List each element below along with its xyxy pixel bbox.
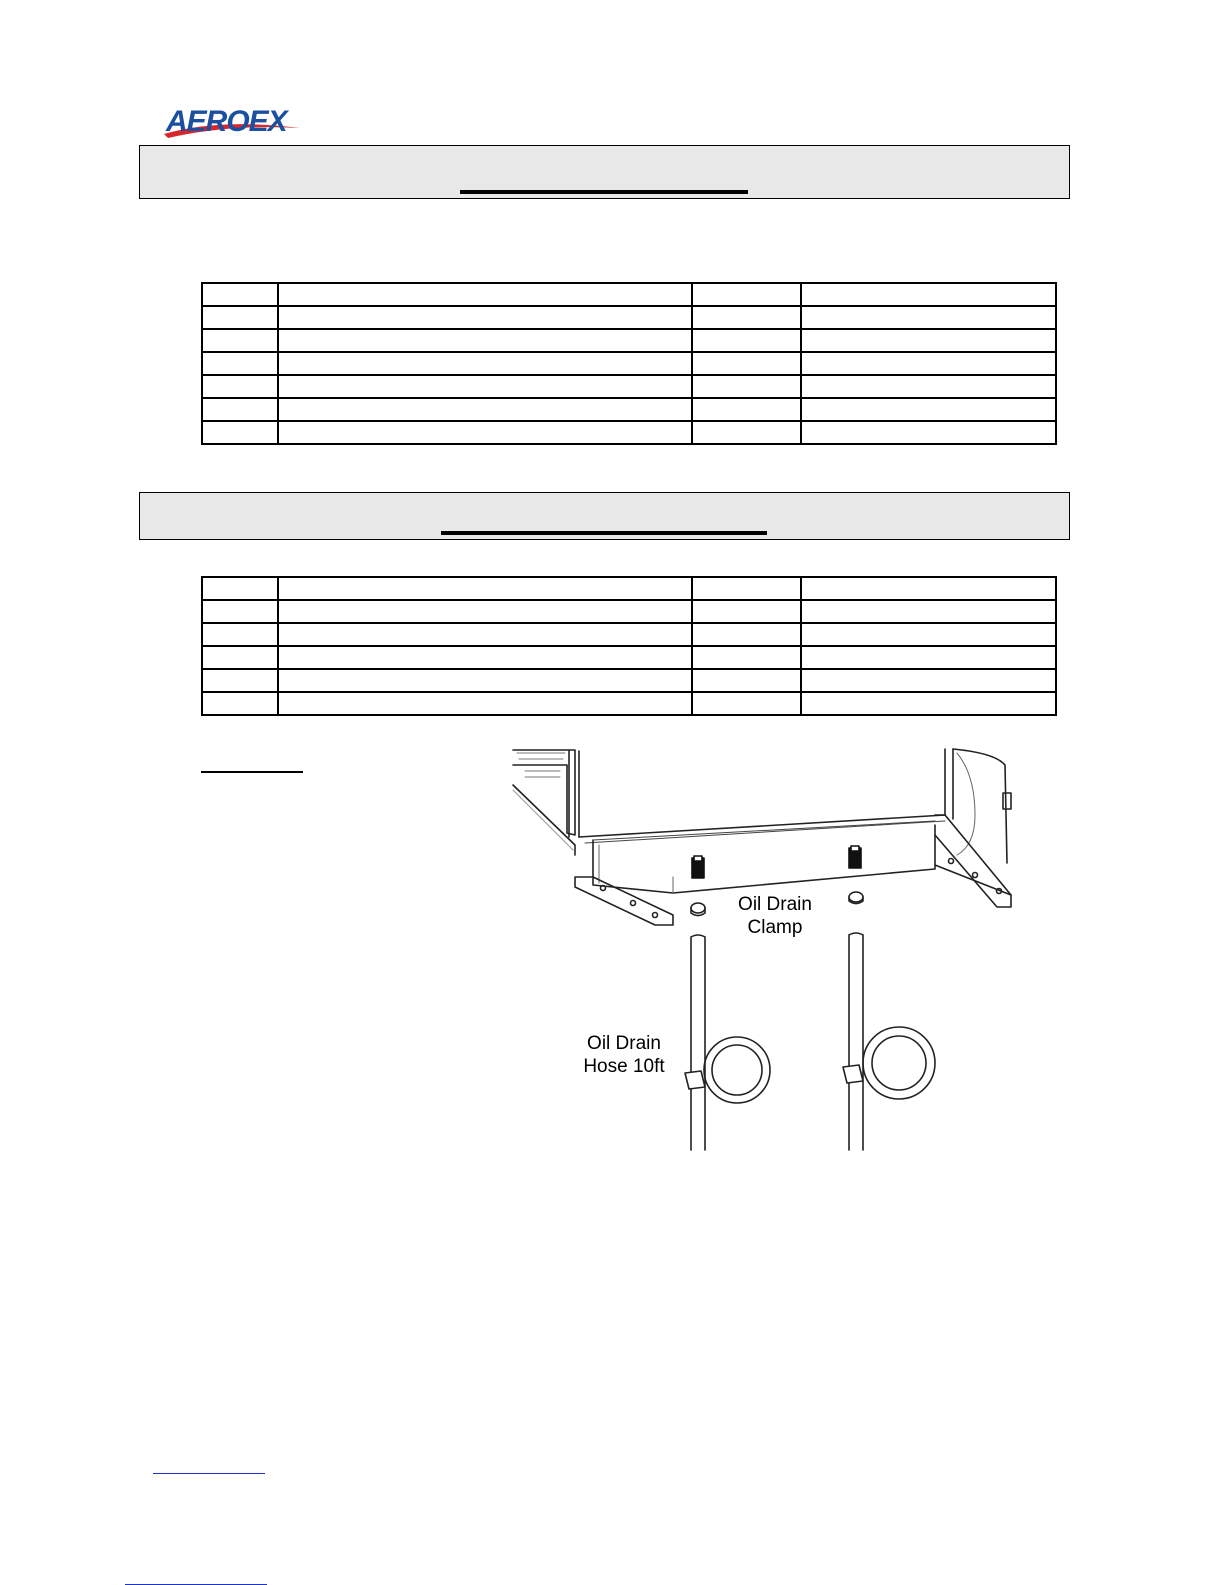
logo-text: AEROEX [166,105,287,138]
table-row [202,352,1056,375]
table-row [202,692,1056,715]
table-row [202,646,1056,669]
callout-line: Oil Drain [587,1033,661,1054]
callout-line: Oil Drain [738,894,812,915]
table-row [202,421,1056,444]
table-row [202,623,1056,646]
footer-link-1[interactable] [153,1473,265,1474]
instructions-subheading-underline [201,771,303,773]
table-row [202,669,1056,692]
section2-parts-table [201,576,1057,716]
section2-title-underline [441,531,767,535]
oil-drain-diagram [505,745,1055,1155]
table-row [202,329,1056,352]
section1-parts-table [201,282,1057,445]
oil-drain-hose-label [572,1032,676,1078]
callout-line: Hose 10ft [583,1056,665,1077]
table-row [202,283,1056,306]
section1-title-underline [460,190,748,194]
aeroex-logo [160,98,305,146]
table-row [202,398,1056,421]
oil-drain-clamp-label [725,893,825,939]
table-row [202,600,1056,623]
table-row [202,375,1056,398]
callout-line: Clamp [747,917,803,938]
table-row [202,306,1056,329]
table-row [202,577,1056,600]
